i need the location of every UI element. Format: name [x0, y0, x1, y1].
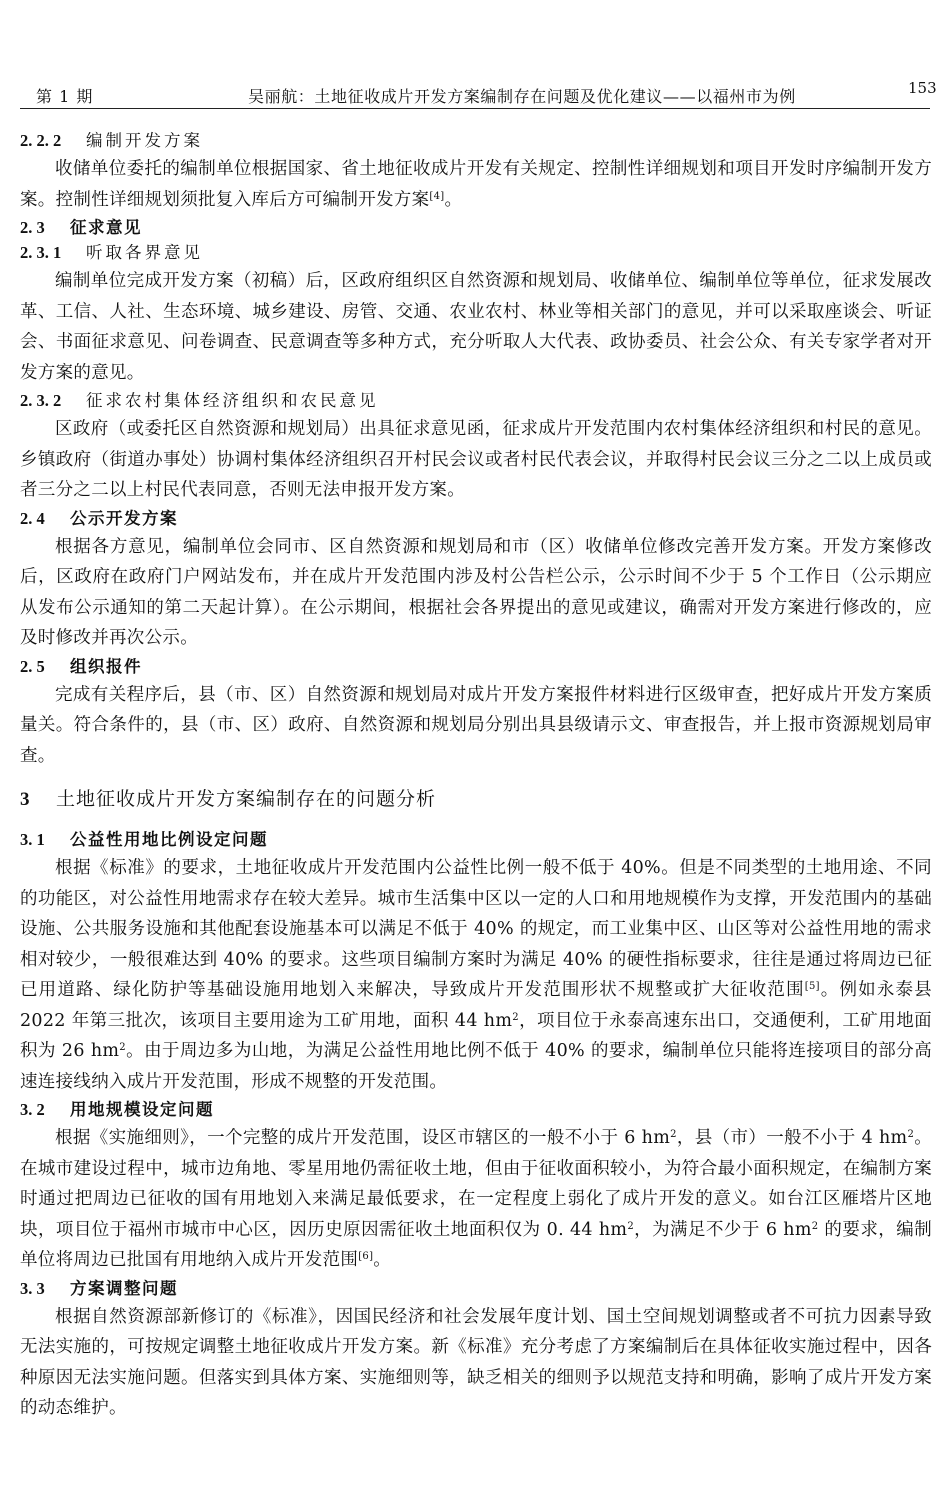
heading-title: 征求意见	[70, 218, 142, 237]
heading-title: 编制开发方案	[86, 131, 203, 150]
paragraph-2-5: 完成有关程序后，县（市、区）自然资源和规划局对成片开发方案报件材料进行区级审查，把好成片开发方案质量关。符合条件的，县（市、区）政府、自然资源和规划局分别出具县级请示文、审查报告，并上报市资源规划局审查。	[20, 684, 932, 766]
heading-2-3-1	[20, 241, 932, 264]
heading-title: 方案调整问题	[70, 1278, 178, 1298]
heading-number: 2. 5	[20, 656, 45, 676]
issue-number: 第 1 期	[36, 87, 94, 106]
citation-ref: [6]	[358, 1251, 374, 1262]
paragraph-2-3-1: 编制单位完成开发方案（初稿）后，区政府组织区自然资源和规划局、收储单位、编制单位等单位，征求发展改革、工信、人社、生态环境、城乡建设、房管、交通、农业农村、林业等相关部门的意见，并可以采取座谈会、听证会、书面征求意见、问卷调查、民意调查等多种方式，充分听取人大代表、政协委员、社会公众、有关专家学者对开发方案的意见。	[20, 271, 932, 383]
heading-title: 公示开发方案	[70, 508, 178, 528]
heading-number: 2. 2. 2	[20, 131, 62, 150]
heading-2-2-2	[20, 129, 932, 152]
heading-2-4	[20, 507, 932, 530]
running-header	[20, 78, 937, 109]
heading-2-3-2	[20, 389, 932, 412]
heading-title: 组织报件	[70, 656, 142, 676]
heading-3-1	[20, 828, 932, 851]
page-number: 153	[908, 79, 937, 97]
paragraph-2-4: 根据各方意见，编制单位会同市、区自然资源和规划局和市（区）收储单位修改完善开发方案。开发方案修改后，区政府在政府门户网站发布，并在成片开发范围内涉及村公告栏公示，公示时间不少于 5 个工作日（公示期应从发布公示通知的第二天起计算）。在公示期间，根据社会各界提出的意见或建议，确需对开发方案进行修改的，应及时修改并再次公示。	[20, 536, 932, 648]
heading-title: 土地征收成片开发方案编制存在的问题分析	[56, 788, 437, 810]
heading-number: 2. 3. 1	[20, 243, 62, 262]
paragraph-3-3: 根据自然资源部新修订的《标准》，因国民经济和社会发展年度计划、国土空间规划调整或者不可抗力因素导致无法实施的，可按规定调整土地征收成片开发方案。新《标准》充分考虑了方案编制后在具体征收实施过程中，因各种原因无法实施问题。但落实到具体方案、实施细则等，缺乏相关的细则予以规范支持和明确，影响了成片开发方案的动态维护。	[20, 1306, 932, 1418]
heading-3	[20, 785, 932, 814]
heading-number: 2. 3	[20, 218, 45, 237]
heading-2-5	[20, 655, 932, 678]
heading-number: 3	[20, 789, 31, 810]
paragraph-3-1: 根据《标准》的要求，土地征收成片开发范围内公益性比例一般不低于 40%。但是不同类型的土地用途、不同的功能区，对公益性用地需求存在较大差异。城市生活集中区以一定的人口和用地规模作为支撑，开发范围内的基础设施、公共服务设施和其他配套设施基本可以满足不低于 40% 的规定，而工业集中区、山区等对公益性用地的需求相对较少，一般很难达到 40% 的要求。这些项目编制方案时为满足 40% 的硬性指标要求，往往是通过将周边已征已用道路、绿化防护等基础设施用地划入来解决，导致成片开发范围形状不规整或扩大征收范围[5]。例如永泰县 2022 年第三批次，该项目主要用途为工矿用地，面积 44 $hm^2$，项目位于永泰高速东出口，交通便利，工矿用地面积为 26 $hm^2$。由于周边多为山地，为满足公益性用地比例不低于 40% 的要求，编制单位只能将连接项目的部分高速连接线纳入成片开发范围，形成不规整的开发范围。	[20, 858, 932, 1092]
citation-ref: [5]	[804, 981, 820, 992]
paragraph-3-2: 根据《实施细则》，一个完整的成片开发范围，设区市辖区的一般不小于 6 $hm^2$，县（市）一般不小于 4 $hm^2$。在城市建设过程中，城市边角地、零星用地仍需征收土地，但由于征收面积较小，为符合最小面积规定，在编制方案时通过把周边已征收的国有用地划入来满足最低要求，在一定程度上弱化了成片开发的意义。如台江区雁塔片区地块，项目位于福州市城市中心区，因历史原因需征收土地面积仅为 0. 44 $hm^2$，为满足不少于 6 $hm^2$ 的要求，编制单位将周边已批国有用地纳入成片开发范围[6]。	[20, 1128, 933, 1270]
heading-number: 3. 2	[20, 1100, 45, 1119]
article-body	[20, 128, 932, 1424]
heading-title: 听取各界意见	[86, 243, 203, 262]
running-title: 吴丽航：土地征收成片开发方案编制存在问题及优化建议——以福州市为例	[248, 87, 796, 106]
heading-number: 3. 1	[20, 830, 45, 849]
paragraph-2-2-2: 收储单位委托的编制单位根据国家、省土地征收成片开发有关规定、控制性详细规划和项目开发时序编制开发方案。控制性详细规划须批复入库后方可编制开发方案[4]。	[20, 159, 932, 210]
heading-3-3	[20, 1277, 932, 1300]
citation-ref: [4]	[429, 190, 445, 202]
heading-title: 用地规模设定问题	[70, 1100, 214, 1119]
heading-number: 2. 3. 2	[20, 391, 62, 410]
heading-number: 2. 4	[20, 508, 45, 528]
paragraph-2-3-2: 区政府（或委托区自然资源和规划局）出具征求意见函，征求成片开发范围内农村集体经济组织和村民的意见。乡镇政府（街道办事处）协调村集体经济组织召开村民会议或者村民代表会议，并取得村民会议三分之二以上成员或者三分之二以上村民代表同意，否则无法申报开发方案。	[20, 419, 932, 500]
heading-number: 3. 3	[20, 1278, 45, 1298]
heading-2-3	[20, 216, 932, 239]
heading-3-2	[20, 1098, 932, 1121]
heading-title: 公益性用地比例设定问题	[70, 830, 268, 849]
heading-title: 征求农村集体经济组织和农民意见	[86, 391, 379, 410]
